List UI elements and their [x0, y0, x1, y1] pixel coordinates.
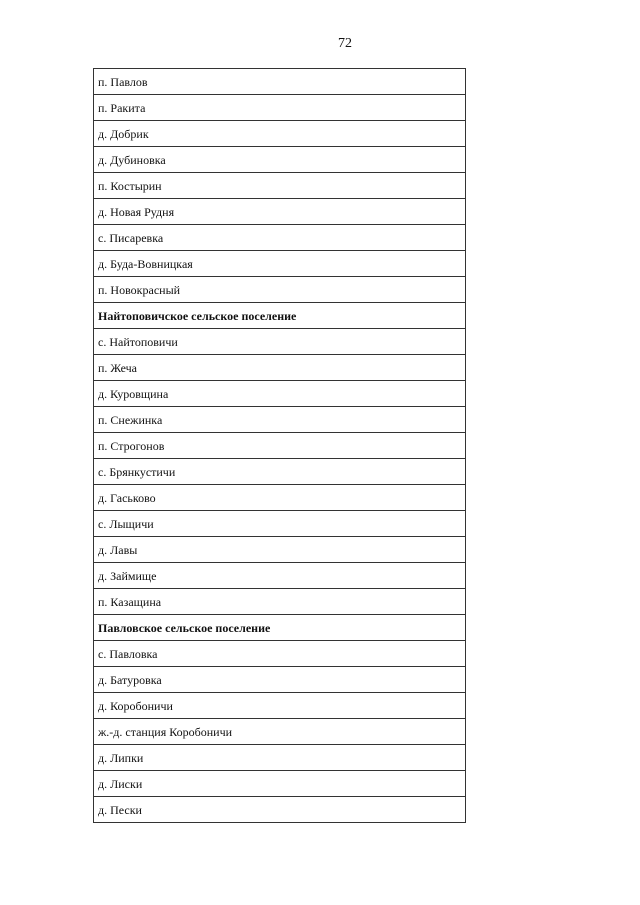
settlement-name: д. Лавы	[94, 537, 466, 563]
settlement-name: д. Займище	[94, 563, 466, 589]
settlement-name: п. Жеча	[94, 355, 466, 381]
settlement-row	[94, 459, 466, 485]
settlement-name: д. Дубиновка	[94, 147, 466, 173]
settlement-name: с. Павловка	[94, 641, 466, 667]
settlement-name: д. Липки	[94, 745, 466, 771]
settlement-row	[94, 329, 466, 355]
settlement-row	[94, 277, 466, 303]
settlement-row	[94, 537, 466, 563]
settlement-row	[94, 771, 466, 797]
settlement-table	[93, 68, 466, 823]
settlement-row	[94, 251, 466, 277]
settlement-group-row	[94, 615, 466, 641]
settlement-group-name: Найтоповичское сельское поселение	[94, 303, 466, 329]
settlement-name: д. Буда-Вовницкая	[94, 251, 466, 277]
settlement-name: п. Костырин	[94, 173, 466, 199]
settlement-name: п. Казащина	[94, 589, 466, 615]
settlement-group-row	[94, 303, 466, 329]
settlement-row	[94, 641, 466, 667]
settlement-row	[94, 355, 466, 381]
settlement-name: д. Новая Рудня	[94, 199, 466, 225]
settlement-name: д. Батуровка	[94, 667, 466, 693]
settlement-row	[94, 745, 466, 771]
settlement-row	[94, 381, 466, 407]
settlement-row	[94, 589, 466, 615]
settlement-name: с. Найтоповичи	[94, 329, 466, 355]
settlement-group-name: Павловское сельское поселение	[94, 615, 466, 641]
page-number: 72	[338, 36, 352, 51]
settlement-name: ж.-д. станция Коробоничи	[94, 719, 466, 745]
settlement-name: с. Писаревка	[94, 225, 466, 251]
settlement-row	[94, 797, 466, 823]
settlement-name: п. Павлов	[94, 69, 466, 95]
settlement-row	[94, 95, 466, 121]
settlement-row	[94, 121, 466, 147]
settlement-row	[94, 225, 466, 251]
settlement-row	[94, 719, 466, 745]
settlement-row	[94, 199, 466, 225]
settlement-name: д. Гаськово	[94, 485, 466, 511]
settlement-row	[94, 485, 466, 511]
settlement-name: п. Новокрасный	[94, 277, 466, 303]
settlement-name: д. Куровщина	[94, 381, 466, 407]
settlement-name: д. Добрик	[94, 121, 466, 147]
settlement-row	[94, 693, 466, 719]
settlement-name: с. Брянкустичи	[94, 459, 466, 485]
settlement-row	[94, 69, 466, 95]
settlement-name: д. Коробоничи	[94, 693, 466, 719]
settlement-row	[94, 433, 466, 459]
settlement-table-body	[94, 69, 466, 823]
settlement-row	[94, 147, 466, 173]
settlement-row	[94, 173, 466, 199]
settlement-name: п. Строгонов	[94, 433, 466, 459]
settlement-row	[94, 667, 466, 693]
settlement-row	[94, 511, 466, 537]
settlement-name: п. Ракита	[94, 95, 466, 121]
settlement-name: д. Пески	[94, 797, 466, 823]
settlement-row	[94, 563, 466, 589]
settlement-name: д. Лиски	[94, 771, 466, 797]
settlement-row	[94, 407, 466, 433]
settlement-name: с. Лыщичи	[94, 511, 466, 537]
settlement-name: п. Снежинка	[94, 407, 466, 433]
